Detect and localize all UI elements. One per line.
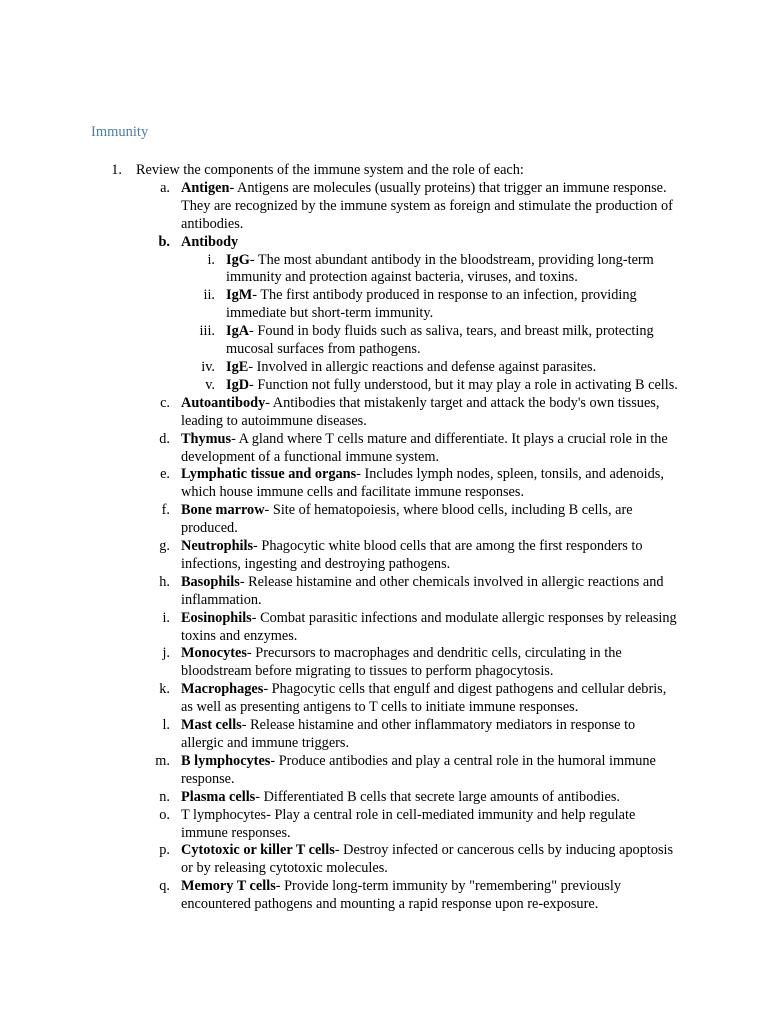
list-marker: iv. (201, 358, 215, 375)
term: IgD (226, 376, 250, 393)
list-item (0, 610, 681, 646)
question-1 (0, 162, 696, 180)
term: Eosinophils (181, 609, 252, 626)
term: IgG (226, 251, 250, 268)
definition: - Provide long-term immunity by "remembering" previously encountered pathogens and mounting a rapid response upon re-exposure. (181, 878, 621, 913)
list-item (0, 717, 681, 753)
definition: - Release histamine and other chemicals involved in allergic reactions and inflammation. (181, 573, 664, 608)
term: Neutrophils (181, 538, 254, 555)
list-marker: a. (160, 179, 170, 196)
definition: - A gland where T cells mature and differentiate. It plays a crucial role in the development of a functional immune system. (181, 430, 668, 465)
definition: - Function not fully understood, but it may play a role in activating B cells. (249, 376, 678, 393)
list-item (0, 807, 681, 843)
definition: - Found in body fluids such as saliva, tears, and breast milk, protecting mucosal surfaces from pathogens. (226, 323, 654, 358)
list-item (0, 502, 681, 538)
list-marker: f. (161, 502, 170, 519)
list-item (0, 466, 681, 502)
list-marker: q. (159, 878, 170, 895)
list-item (0, 234, 681, 252)
list-marker: o. (159, 806, 170, 823)
list-marker: c. (160, 394, 170, 411)
list-item (0, 180, 681, 234)
list-marker: i. (162, 609, 170, 626)
antibody-type-item (0, 287, 681, 323)
component-list (0, 180, 768, 914)
list-marker: k. (159, 681, 170, 698)
definition: - Differentiated B cells that secrete large amounts of antibodies. (255, 788, 620, 805)
list-marker: ii. (203, 287, 215, 304)
term: Macrophages (181, 681, 264, 698)
definition: - Site of hematopoiesis, where blood cells, including B cells, are produced. (181, 502, 633, 537)
page-title: Immunity (91, 124, 149, 140)
antibody-type-item (0, 323, 681, 359)
definition: - Involved in allergic reactions and defense against parasites. (248, 358, 597, 375)
definition: - Phagocytic white blood cells that are among the first responders to infections, ingesting and destroying pathogens. (181, 538, 643, 572)
list-marker: l. (162, 717, 170, 734)
list-marker: n. (159, 788, 170, 805)
definition: - Produce antibodies and play a central role in the humoral immune response. (181, 752, 656, 787)
term: IgA (226, 323, 250, 340)
definition: - The most abundant antibody in the bloodstream, providing long-term immunity and protection against bacteria, viruses, and toxins. (226, 251, 654, 286)
term: Mast cells (181, 717, 242, 734)
definition: - Antibodies that mistakenly target and attack the body's own tissues, leading to autoimmune diseases. (181, 394, 660, 429)
list-item (0, 878, 681, 914)
definition: - Precursors to macrophages and dendritic cells, circulating in the bloodstream before migrating to tissues to perform phagocytosis. (181, 645, 622, 680)
antibody-type-item (0, 359, 681, 377)
term: Memory T cells (181, 878, 276, 895)
definition: - Phagocytic cells that engulf and digest pathogens and cellular debris, as well as presenting antigens to T cells to initiate immune responses. (181, 681, 667, 716)
list-marker: e. (160, 466, 170, 483)
list-item (0, 842, 681, 878)
term: B lymphocytes (181, 752, 271, 769)
term: Basophils (181, 573, 240, 590)
list-item (0, 431, 681, 467)
definition: - The first antibody produced in response to an infection, providing immediate but short-term immunity. (226, 287, 637, 322)
list-marker: j. (162, 645, 170, 662)
term: Thymus (181, 430, 232, 447)
term: Plasma cells (181, 788, 256, 805)
list-marker: b. (158, 233, 170, 250)
definition: - Release histamine and other inflammatory mediators in response to allergic and immune triggers. (181, 717, 636, 751)
definition: - Destroy infected or cancerous cells by inducing apoptosis or by releasing cytotoxic molecules. (181, 842, 674, 877)
review-list (0, 162, 768, 914)
term: Antibody (181, 233, 239, 250)
question-text: Review the components of the immune system and the role of each: (136, 162, 524, 178)
term: Autoantibody (181, 394, 266, 411)
antibody-type-item (0, 252, 681, 288)
term: Cytotoxic or killer T cells (181, 842, 335, 859)
term: Bone marrow (181, 502, 265, 519)
list-marker: i. (207, 251, 215, 268)
list-number: 1. (111, 162, 122, 178)
term: Monocytes (181, 645, 247, 662)
list-marker: m. (155, 752, 170, 769)
list-marker: v. (205, 376, 215, 393)
list-item (0, 395, 681, 431)
list-item (0, 753, 681, 789)
definition: T lymphocytes- Play a central role in cell-mediated immunity and help regulate immune responses. (181, 806, 636, 841)
definition: - Includes lymph nodes, spleen, tonsils, and adenoids, which house immune cells and facilitate immune responses. (181, 466, 664, 501)
term: Lymphatic tissue and organs (181, 466, 357, 483)
term: Antigen (181, 179, 230, 196)
list-marker: h. (159, 573, 170, 590)
list-item (0, 681, 681, 717)
definition: - Combat parasitic infections and modulate allergic responses by releasing toxins and enzymes. (181, 609, 677, 644)
list-marker: p. (159, 842, 170, 859)
term: IgE (226, 358, 249, 375)
list-item (0, 538, 681, 574)
list-item (0, 789, 681, 807)
list-item (0, 574, 681, 610)
definition: - Antigens are molecules (usually proteins) that trigger an immune response. They are recognized by the immune system as foreign and stimulate the production of antibodies. (181, 179, 673, 232)
antibody-type-item (0, 377, 681, 395)
list-marker: g. (159, 538, 170, 555)
list-marker: d. (159, 430, 170, 447)
list-item (0, 645, 681, 681)
term: IgM (226, 287, 253, 304)
list-marker: iii. (199, 323, 215, 340)
